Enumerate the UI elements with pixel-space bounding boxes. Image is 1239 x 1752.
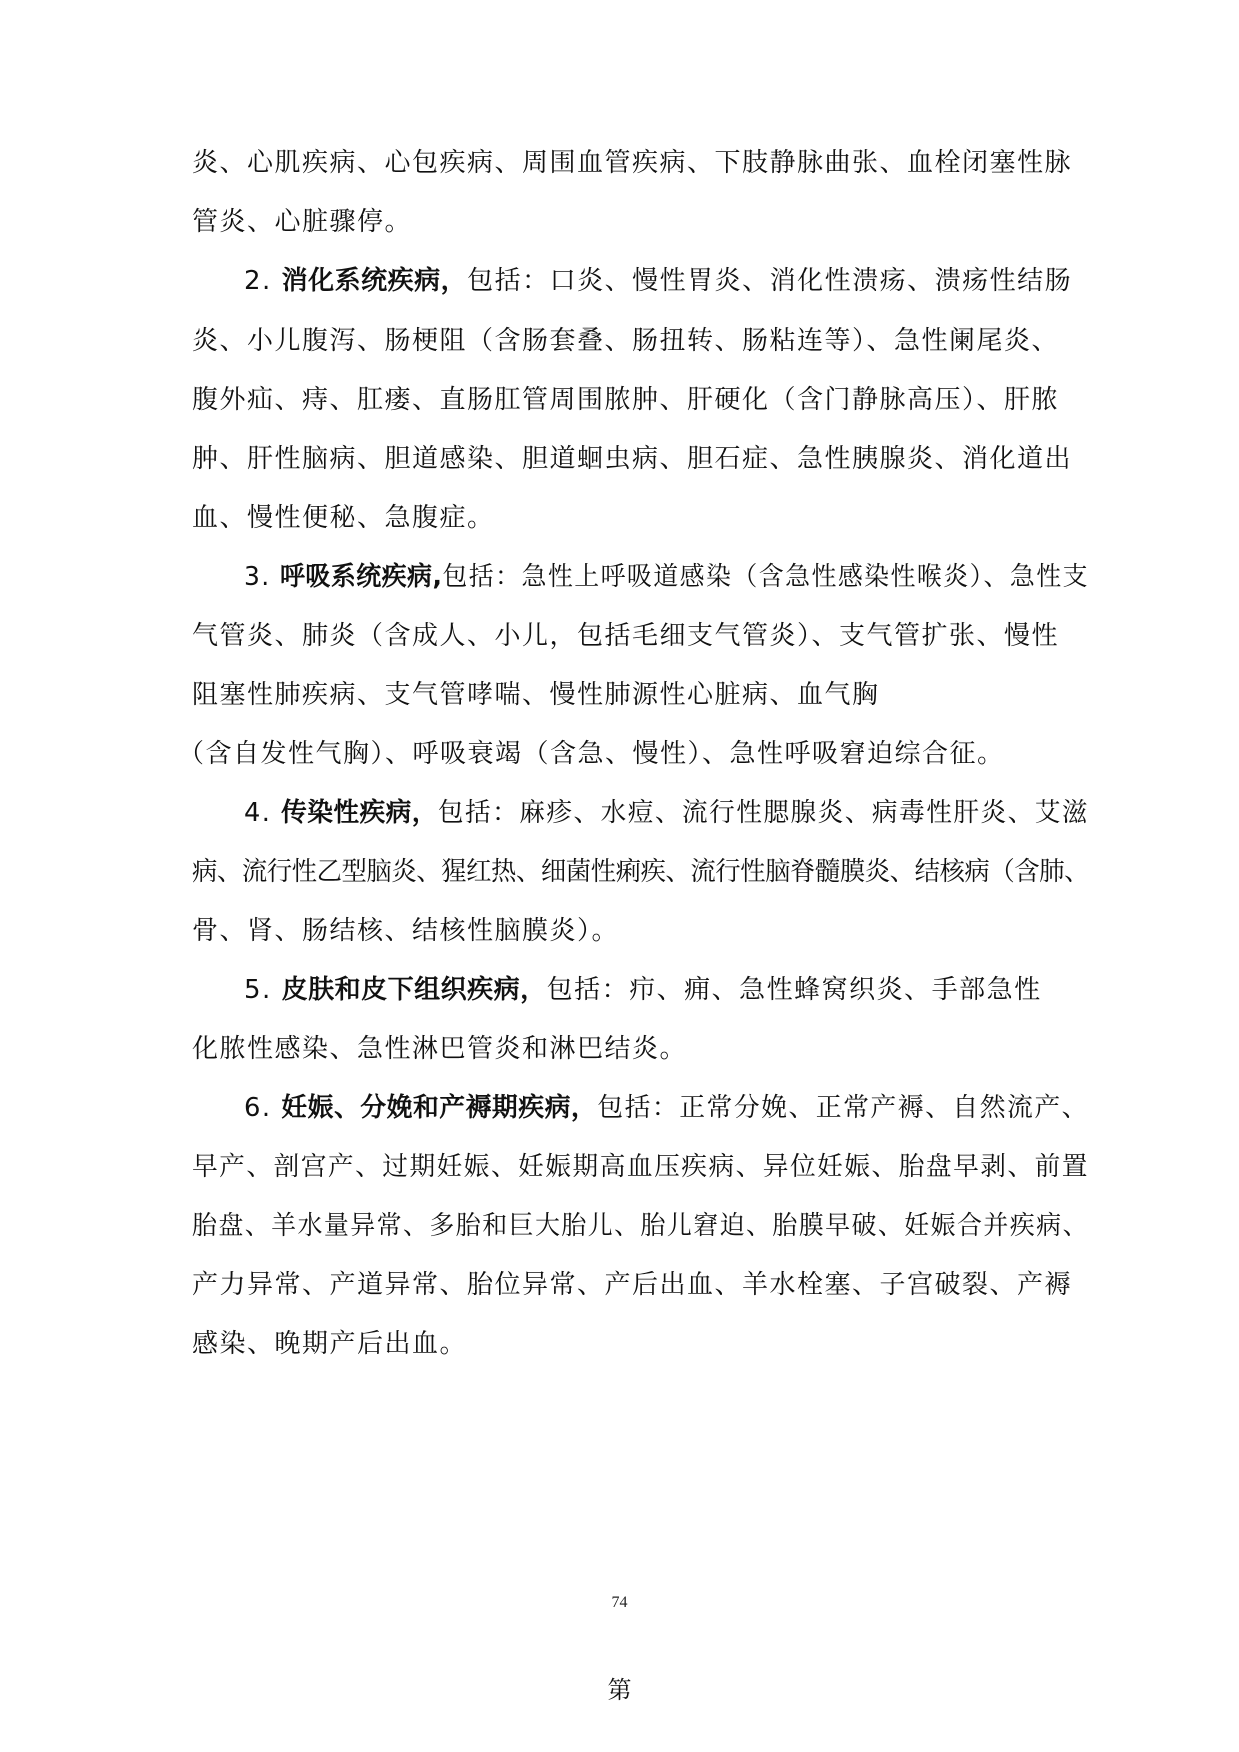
section-heading: 妊娠、分娩和产褥期疾病， <box>281 1093 598 1123</box>
section-number: 6. <box>244 1093 272 1123</box>
text-line: 腹外疝、痔、肛瘘、直肠肛管周围脓肿、肝硬化（含门静脉高压）、肝脓 <box>192 385 1060 415</box>
section-text: 包括：麻疹、水痘、流行性腮腺炎、病毒性肝炎、艾滋 <box>437 798 1089 828</box>
section-text: 包括：疖、痈、急性蜂窝织炎、手部急性 <box>546 975 1042 1005</box>
text-line: 化脓性感染、急性淋巴管炎和淋巴结炎。 <box>192 1034 688 1064</box>
section-text: 包括：口炎、慢性胃炎、消化性溃疡、溃疡性结肠 <box>467 266 1073 296</box>
section-4-first-line <box>244 796 1089 830</box>
section-5-first-line <box>244 973 1042 1007</box>
text-line: 胎盘、羊水量异常、多胎和巨大胎儿、胎儿窘迫、胎膜早破、妊娠合并疾病、 <box>192 1211 1089 1241</box>
section-heading: 呼吸系统疾病, <box>280 562 443 592</box>
page-number: 74 <box>611 1594 628 1611</box>
text-line: 早产、剖宫产、过期妊娠、妊娠期高血压疾病、异位妊娠、胎盘早剥、前置 <box>192 1152 1089 1182</box>
text-line: 肿、肝性脑病、胆道感染、胆道蛔虫病、胆石症、急性胰腺炎、消化道出 <box>192 444 1073 474</box>
footer-text: 第 <box>607 1676 632 1704</box>
section-number: 5. <box>244 975 272 1005</box>
text-line: 骨、肾、肠结核、结核性脑膜炎）。 <box>192 916 620 946</box>
section-text: 包括：急性上呼吸道感染（含急性感染性喉炎）、急性支 <box>442 562 1089 592</box>
text-line: 阻塞性肺疾病、支气管哮喘、慢性肺源性心脏病、血气胸 <box>192 680 880 710</box>
section-2-first-line <box>244 264 1072 298</box>
section-3-first-line <box>244 560 1089 594</box>
section-number: 4. <box>244 798 272 828</box>
section-heading: 皮肤和皮下组织疾病， <box>281 975 547 1005</box>
text-line: 感染、晚期产后出血。 <box>192 1329 468 1359</box>
text-line: 管炎、心脏骤停。 <box>192 207 413 237</box>
section-text: 包括：正常分娩、正常产褥、自然流产、 <box>597 1093 1089 1123</box>
text-line: 产力异常、产道异常、胎位异常、产后出血、羊水栓塞、子宫破裂、产褥 <box>192 1270 1073 1300</box>
text-line: 炎、心肌疾病、心包疾病、周围血管疾病、下肢静脉曲张、血栓闭塞性脉 <box>192 148 1073 178</box>
text-line: 病、流行性乙型脑炎、猩红热、细菌性痢疾、流行性脑脊髓膜炎、结核病（含肺、 <box>192 857 1089 887</box>
section-6-first-line <box>244 1091 1089 1125</box>
text-line: （含自发性气胸）、呼吸衰竭（含急、慢性）、急性呼吸窘迫综合征。 <box>178 739 1005 769</box>
section-number: 2. <box>244 266 272 296</box>
section-heading: 消化系统疾病， <box>281 266 468 296</box>
text-line: 炎、小儿腹泻、肠梗阻（含肠套叠、肠扭转、肠粘连等）、急性阑尾炎、 <box>192 326 1060 356</box>
section-heading: 传染性疾病， <box>281 798 438 828</box>
text-line: 气管炎、肺炎（含成人、小儿，包括毛细支气管炎）、支气管扩张、慢性 <box>192 621 1060 651</box>
section-number: 3. <box>244 562 271 592</box>
text-line: 血、慢性便秘、急腹症。 <box>192 503 495 533</box>
